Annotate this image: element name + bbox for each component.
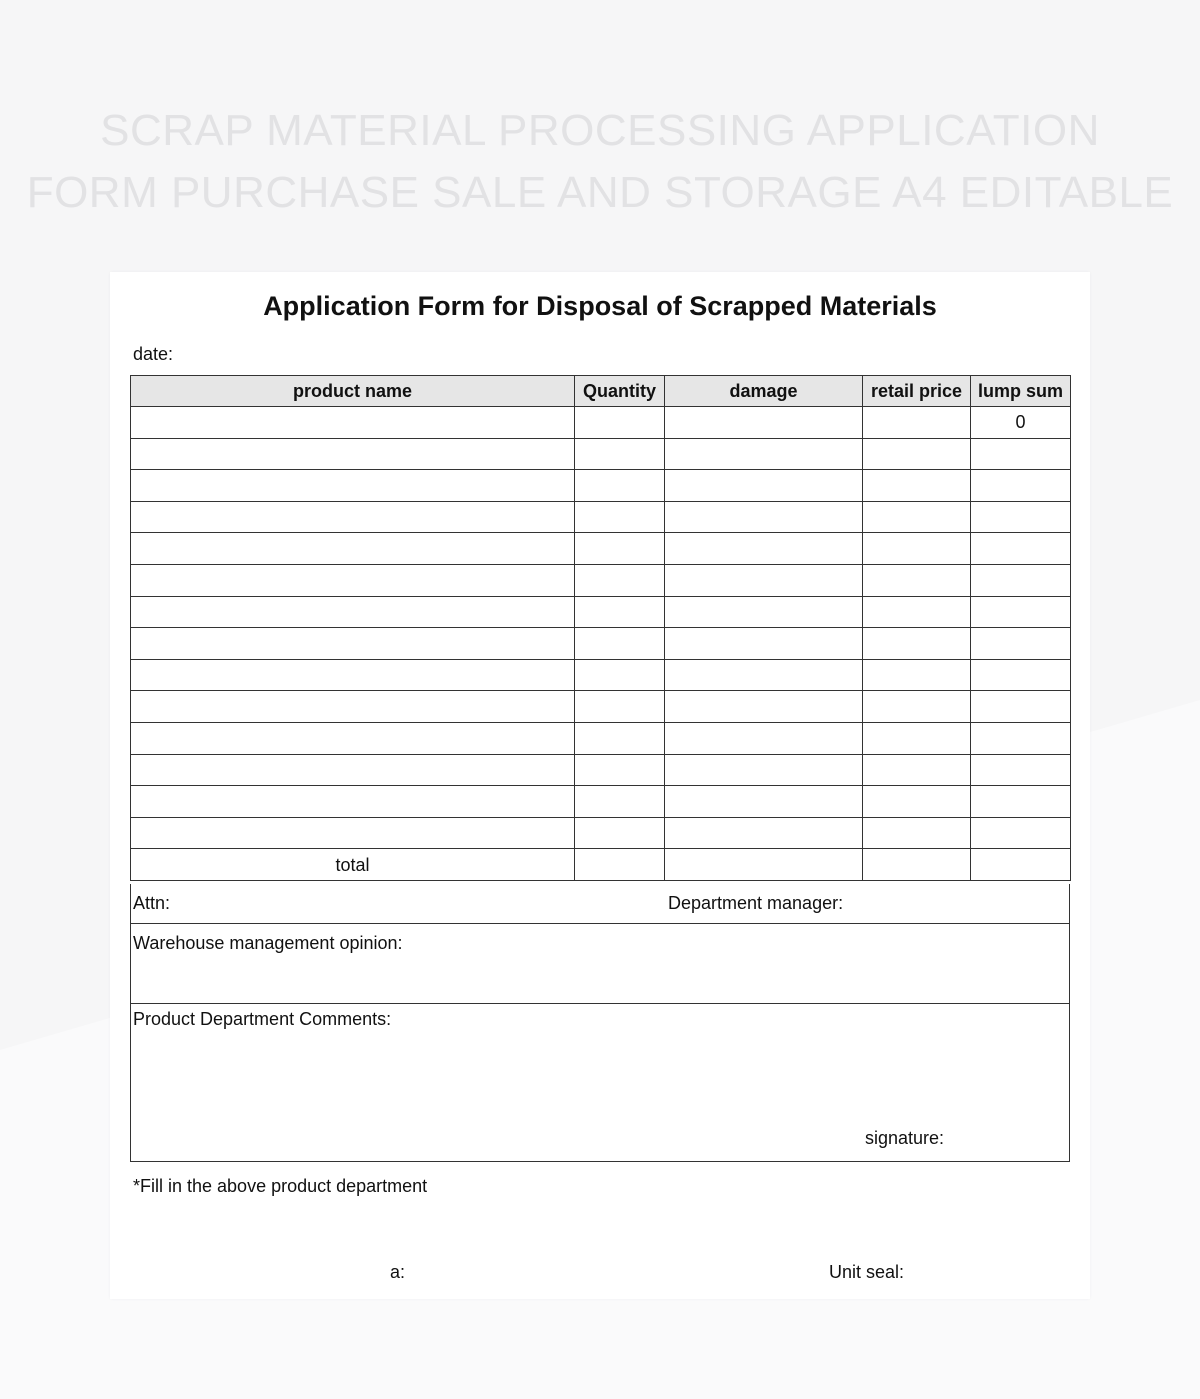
cell-damage[interactable]: [665, 786, 863, 818]
cell-retail-price[interactable]: [863, 596, 971, 628]
cell-quantity[interactable]: [575, 407, 665, 439]
cell-quantity[interactable]: [575, 659, 665, 691]
product-department-box: [130, 1004, 1070, 1162]
cell-damage[interactable]: [665, 596, 863, 628]
cell-quantity[interactable]: [575, 470, 665, 502]
table-row: [131, 754, 1071, 786]
banner-line-1: SCRAP MATERIAL PROCESSING APPLICATION: [100, 106, 1100, 155]
cell-damage[interactable]: [665, 817, 863, 849]
cell-retail-price[interactable]: [863, 501, 971, 533]
cell-product-name[interactable]: [131, 722, 575, 754]
cell-product-name[interactable]: [131, 564, 575, 596]
cell-quantity[interactable]: [575, 754, 665, 786]
cell-retail-price[interactable]: [863, 438, 971, 470]
cell-quantity[interactable]: [575, 691, 665, 723]
cell-quantity[interactable]: [575, 438, 665, 470]
table-row: [131, 596, 1071, 628]
cell-retail-price[interactable]: [863, 849, 971, 881]
table-row: [131, 438, 1071, 470]
footnote: *Fill in the above product department: [133, 1176, 428, 1196]
cell-lump-sum[interactable]: [971, 470, 1071, 502]
banner-title: [0, 100, 1200, 224]
column-header-retail-price: retail price: [863, 376, 971, 407]
cell-retail-price[interactable]: [863, 786, 971, 818]
cell-retail-price[interactable]: [863, 564, 971, 596]
cell-retail-price[interactable]: [863, 533, 971, 565]
table-header-row: [131, 376, 1071, 407]
table-row: [131, 817, 1071, 849]
cell-product-name[interactable]: [131, 470, 575, 502]
cell-product-name[interactable]: [131, 533, 575, 565]
cell-lump-sum[interactable]: [971, 722, 1071, 754]
column-header-product-name: product name: [131, 376, 575, 407]
warehouse-opinion-box: [130, 924, 1070, 1004]
cell-damage[interactable]: [665, 691, 863, 723]
cell-quantity[interactable]: [575, 533, 665, 565]
table-row: [131, 628, 1071, 660]
table-row: [131, 533, 1071, 565]
cell-lump-sum[interactable]: [971, 533, 1071, 565]
lump-sum-value[interactable]: 0: [971, 407, 1071, 439]
banner-line-2: FORM PURCHASE SALE AND STORAGE A4 EDITABLE: [26, 168, 1174, 217]
cell-damage[interactable]: [665, 659, 863, 691]
cell-retail-price[interactable]: [863, 659, 971, 691]
cell-lump-sum[interactable]: [971, 786, 1071, 818]
cell-lump-sum[interactable]: [971, 596, 1071, 628]
cell-damage[interactable]: [665, 564, 863, 596]
attn-label: Attn:: [133, 893, 171, 913]
items-table: [130, 375, 1071, 881]
cell-retail-price[interactable]: [863, 754, 971, 786]
table-row: [131, 691, 1071, 723]
cell-product-name[interactable]: [131, 628, 575, 660]
attn-row: [130, 884, 1070, 924]
cell-lump-sum[interactable]: [971, 564, 1071, 596]
a-label: a:: [390, 1262, 406, 1282]
table-row: [131, 407, 1071, 439]
total-row: [131, 849, 1071, 881]
cell-product-name[interactable]: [131, 501, 575, 533]
table-row: [131, 786, 1071, 818]
warehouse-opinion-label: Warehouse management opinion:: [133, 933, 403, 953]
cell-damage[interactable]: [665, 754, 863, 786]
cell-quantity[interactable]: [575, 786, 665, 818]
cell-quantity[interactable]: [575, 722, 665, 754]
department-manager-label: Department manager:: [668, 893, 844, 913]
cell-quantity[interactable]: [575, 817, 665, 849]
cell-lump-sum[interactable]: [971, 438, 1071, 470]
cell-quantity[interactable]: [575, 501, 665, 533]
cell-damage[interactable]: [665, 407, 863, 439]
cell-lump-sum[interactable]: [971, 501, 1071, 533]
cell-lump-sum[interactable]: [971, 628, 1071, 660]
product-department-label: Product Department Comments:: [133, 1009, 392, 1029]
cell-retail-price[interactable]: [863, 407, 971, 439]
cell-retail-price[interactable]: [863, 691, 971, 723]
date-label: date:: [133, 344, 174, 364]
total-label: total: [131, 849, 575, 881]
cell-damage[interactable]: [665, 722, 863, 754]
form-title: Application Form for Disposal of Scrapped Materials: [263, 291, 937, 321]
cell-retail-price[interactable]: [863, 628, 971, 660]
cell-damage[interactable]: [665, 628, 863, 660]
cell-damage[interactable]: [665, 470, 863, 502]
column-header-quantity: Quantity: [575, 376, 665, 407]
cell-quantity[interactable]: [575, 596, 665, 628]
cell-lump-sum[interactable]: [971, 849, 1071, 881]
table-row: [131, 501, 1071, 533]
signature-label: signature:: [865, 1128, 945, 1148]
table-row: [131, 564, 1071, 596]
cell-retail-price[interactable]: [863, 470, 971, 502]
cell-quantity[interactable]: [575, 564, 665, 596]
column-header-damage: damage: [665, 376, 863, 407]
unit-seal-label: Unit seal:: [829, 1262, 905, 1282]
cell-retail-price[interactable]: [863, 722, 971, 754]
cell-product-name[interactable]: [131, 407, 575, 439]
cell-product-name[interactable]: [131, 817, 575, 849]
cell-product-name[interactable]: [131, 786, 575, 818]
table-row: [131, 470, 1071, 502]
cell-product-name[interactable]: [131, 596, 575, 628]
cell-quantity[interactable]: [575, 849, 665, 881]
cell-retail-price[interactable]: [863, 817, 971, 849]
cell-lump-sum[interactable]: [971, 754, 1071, 786]
cell-product-name[interactable]: [131, 754, 575, 786]
cell-product-name[interactable]: [131, 438, 575, 470]
cell-damage[interactable]: [665, 501, 863, 533]
cell-quantity[interactable]: [575, 628, 665, 660]
cell-product-name[interactable]: [131, 691, 575, 723]
cell-lump-sum[interactable]: [971, 817, 1071, 849]
cell-damage[interactable]: [665, 438, 863, 470]
cell-damage[interactable]: [665, 533, 863, 565]
cell-lump-sum[interactable]: [971, 691, 1071, 723]
cell-damage[interactable]: [665, 849, 863, 881]
column-header-lump-sum: lump sum: [971, 376, 1071, 407]
cell-product-name[interactable]: [131, 659, 575, 691]
table-row: [131, 659, 1071, 691]
cell-lump-sum[interactable]: [971, 659, 1071, 691]
form-sheet: [110, 272, 1090, 1299]
table-row: [131, 722, 1071, 754]
